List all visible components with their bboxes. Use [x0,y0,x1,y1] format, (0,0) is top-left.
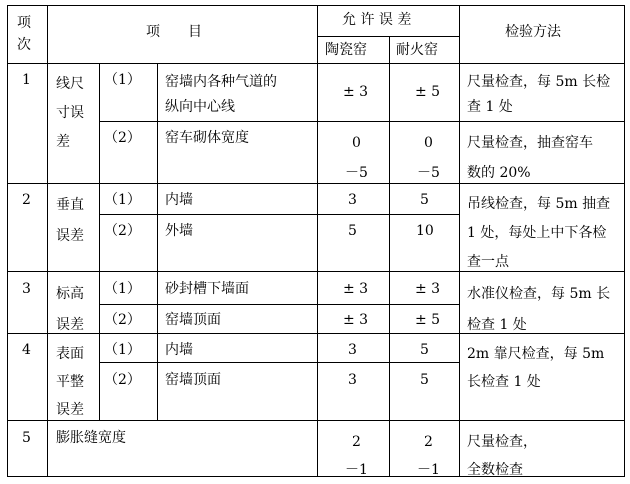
method-text: 尺量检查，抽查窑车 数的 20% [467,135,593,181]
sub-no: （1） [104,72,141,88]
refractory-value: ± 5 [415,84,441,100]
rule-v-tol [459,5,460,477]
rule-v-left [7,5,8,477]
ceramic-value: ± 3 [343,281,369,297]
rule-v-no [47,5,48,477]
sub-item: 外墙 [165,223,193,239]
refractory-value: 5 [420,372,429,388]
rule-h-r4a [99,362,460,363]
method-text: 尺量检查，每 5m 长检 查 1 处 [467,74,611,115]
rule-v-right [624,5,625,477]
rule-v-cat [99,63,100,420]
header-item: 项 目 [146,24,202,40]
sub-no: （2） [104,312,141,328]
header-ceramic: 陶瓷窑 [325,42,367,58]
ceramic-value: 0 －5 [345,135,368,181]
row-category: 膨胀缝宽度 [56,430,126,446]
rule-h-tol [317,36,460,37]
rule-h-r1m [459,121,625,122]
ceramic-value: 3 [348,372,357,388]
rule-h-r3a [99,304,460,305]
sub-item: 砂封槽下墙面 [165,281,249,297]
refractory-value: 5 [420,192,429,208]
sub-no: （1） [104,342,141,358]
refractory-value: 0 －5 [417,135,440,181]
ceramic-value: ± 3 [343,84,369,100]
header-no: 项 次 [17,15,31,53]
ceramic-value: ± 3 [343,312,369,328]
ceramic-value: 3 [348,192,357,208]
row-no: 3 [22,281,31,297]
ceramic-value: 5 [348,223,357,239]
sub-item: 窑墙顶面 [165,372,221,388]
refractory-value: ± 5 [415,312,441,328]
sub-item: 窑车砌体宽度 [165,130,249,146]
rule-h-r2a [99,214,460,215]
rule-v-item [317,5,318,477]
sub-no: （1） [104,281,141,297]
rule-h-header [7,63,625,64]
rule-h-r5 [7,420,625,421]
rule-v-subno [157,63,158,420]
refractory-value: 5 [420,342,429,358]
method-text: 水准仪检查，每 5m 长 检查 1 处 [467,286,611,333]
row-category: 表面 平整 误差 [56,346,84,418]
method-text: 吊线检查，每 5m 抽查 1 处，每处上中下各检 查一点 [467,196,611,270]
sub-item: 窑墙内各种气道的 纵向中心线 [165,74,277,115]
rule-h-top [7,5,625,6]
sub-item: 窑墙顶面 [165,312,221,328]
ceramic-value: 3 [348,342,357,358]
sub-item: 内墙 [165,192,193,208]
row-category: 线尺 寸误 差 [56,76,84,150]
sub-item: 内墙 [165,342,193,358]
row-no: 5 [22,430,31,446]
refractory-value: 10 [416,223,434,239]
header-refractory: 耐火窑 [396,42,438,58]
sub-no: （1） [104,192,141,208]
header-tolerance: 允 许 误 差 [342,12,412,28]
sub-no: （2） [104,223,141,239]
rule-v-ceramic [389,36,390,477]
row-category: 标高 误差 [56,286,84,333]
refractory-value: ± 3 [415,281,441,297]
row-no: 4 [22,342,31,358]
header-method: 检验方法 [505,24,561,40]
row-category: 垂直 误差 [56,197,84,244]
method-text: 尺量检查， 全数检查 [467,434,537,478]
rule-h-r1a [99,121,460,122]
sub-no: （2） [104,372,141,388]
refractory-value: 2 －1 [417,434,440,478]
method-text: 2m 靠尺检查，每 5m 长检查 1 处 [467,346,605,390]
ceramic-value: 2 －1 [345,434,368,478]
sub-no: （2） [104,130,141,146]
row-no: 2 [22,192,31,208]
row-no: 1 [22,72,31,88]
